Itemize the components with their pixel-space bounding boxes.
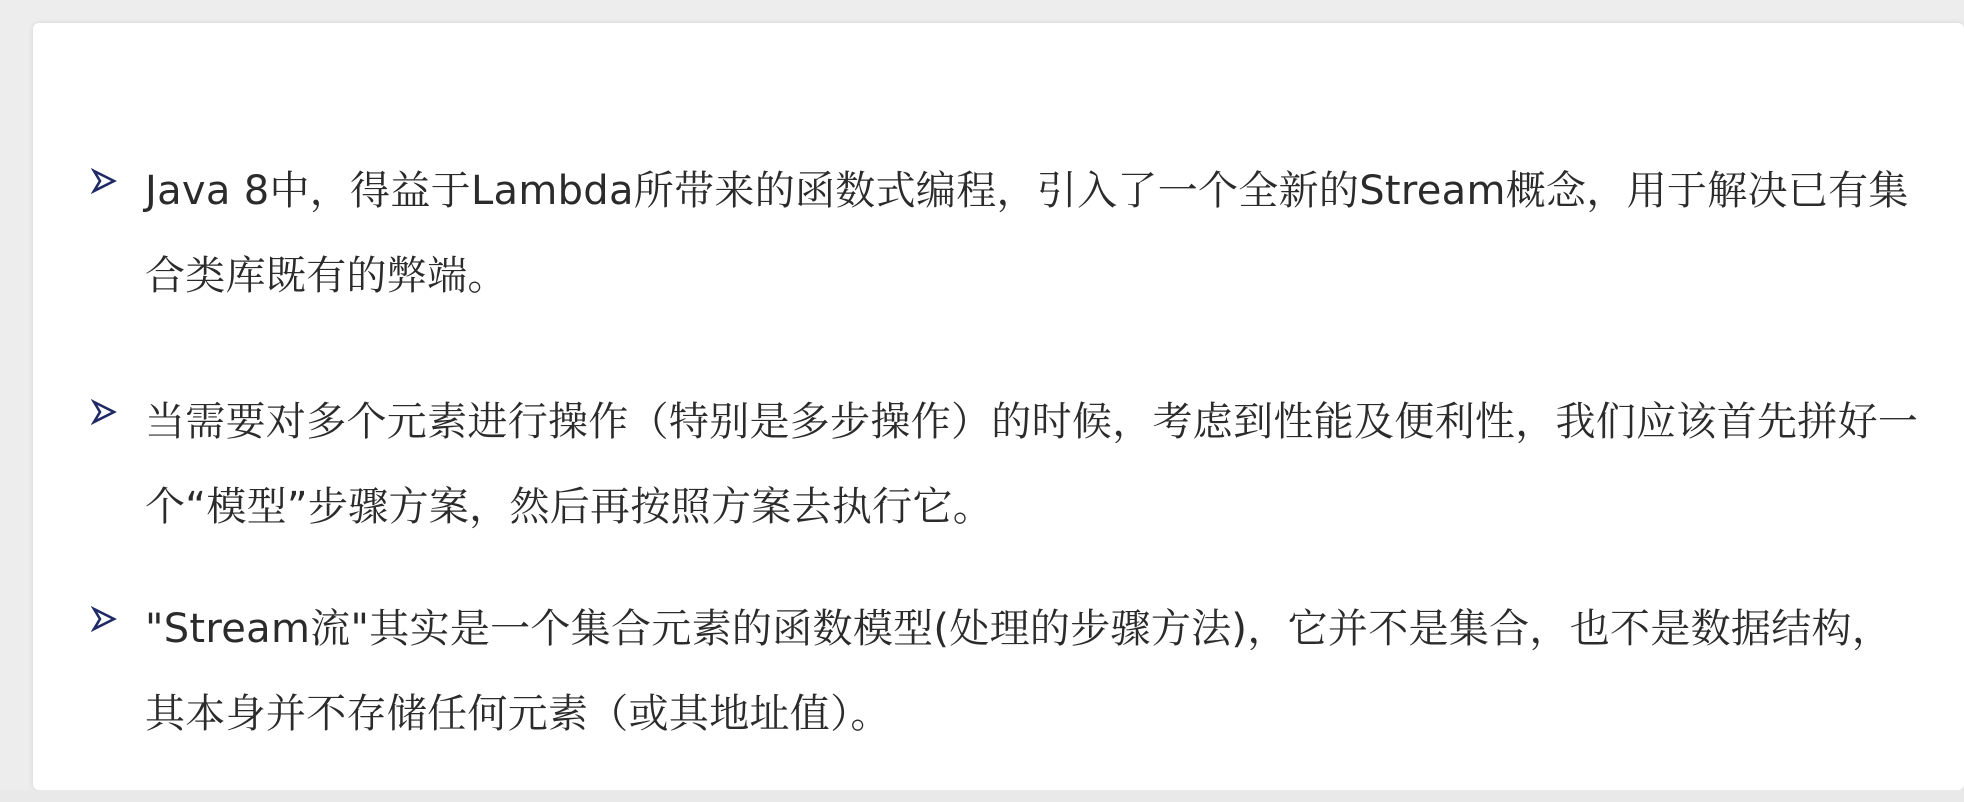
bottom-band (0, 790, 1964, 802)
bullet-text: "Stream流"其实是一个集合元素的函数模型(处理的步骤方法)，它并不是集合，也不是数据结构，其本身并不存储任何元素（或其地址值）。 (145, 606, 1893, 737)
bullet-text: 当需要对多个元素进行操作（特别是多步操作）的时候，考虑到性能及便利性，我们应该首先拼好一个“模型”步骤方案，然后再按照方案去执行它。 (145, 399, 1919, 530)
arrow-bullet-icon (91, 168, 117, 194)
bullet-text: Java 8中，得益于Lambda所带来的函数式编程，引入了一个全新的Stream概念，用于解决已有集合类库既有的弊端。 (145, 168, 1909, 299)
slide-card (33, 23, 1964, 790)
arrow-bullet-icon (91, 606, 117, 632)
bullet-list (33, 23, 1964, 790)
arrow-bullet-icon (91, 399, 117, 425)
